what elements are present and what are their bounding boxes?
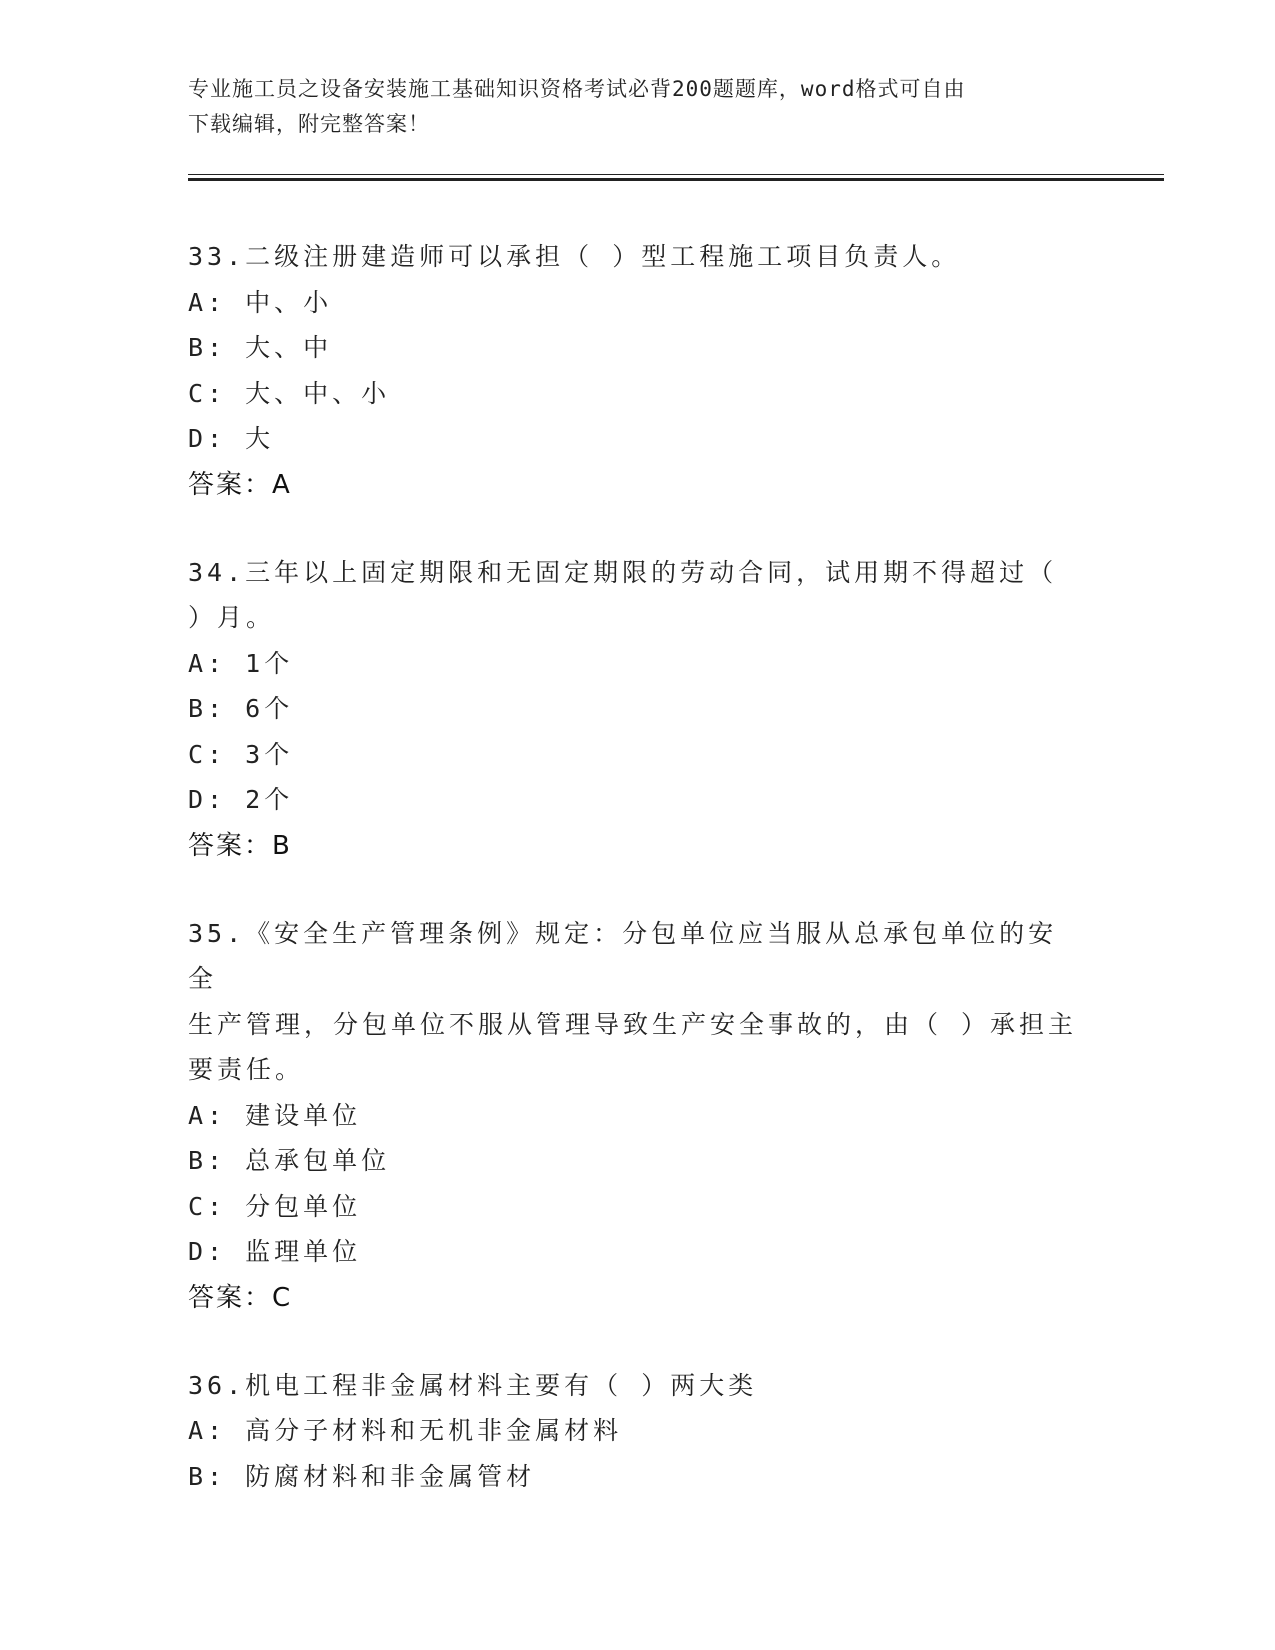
option-d: D: 监理单位 [188, 1237, 362, 1266]
option-d: D: 2个 [188, 785, 294, 814]
option-d: D: 大 [188, 424, 275, 453]
question-stem-line: 36.机电工程非金属材料主要有（ ）两大类 [188, 1370, 758, 1400]
option-b: B: 防腐材料和非金属管材 [188, 1461, 536, 1491]
header-line-2: 下载编辑，附完整答案！ [188, 112, 430, 136]
option-b: B: 6个 [188, 694, 294, 723]
question-35 [188, 911, 1088, 1321]
option-c: C: 大、中、小 [188, 378, 391, 408]
header-divider-thin [188, 174, 1164, 175]
document-header [188, 72, 1088, 142]
answer-line: 答案：A [188, 469, 292, 500]
question-stem-line: 33.二级注册建造师可以承担（ ）型工程施工项目负责人。 [188, 242, 961, 271]
question-33 [188, 234, 1088, 508]
question-stem-line: 要责任。 [188, 1055, 305, 1084]
header-divider-thick [188, 178, 1164, 181]
header-line-1: 专业施工员之设备安装施工基础知识资格考试必背200题题库，word格式可自由 [188, 77, 966, 101]
question-34 [188, 550, 1088, 869]
option-a: A: 高分子材料和无机非金属材料 [188, 1416, 623, 1445]
question-stem-line: 生产管理，分包单位不服从管理导致生产安全事故的，由（ ）承担主 [188, 1009, 1078, 1039]
option-a: A: 建设单位 [188, 1100, 362, 1130]
answer-line: 答案：C [188, 1282, 293, 1313]
option-c: C: 3个 [188, 739, 294, 769]
question-stem-line: ）月。 [188, 603, 276, 632]
question-stem-line: 35.《安全生产管理条例》规定：分包单位应当服从总承包单位的安全 [188, 918, 1058, 993]
question-36 [188, 1363, 1088, 1500]
option-a: A: 中、小 [188, 287, 333, 317]
option-a: A: 1个 [188, 648, 294, 678]
option-b: B: 大、中 [188, 333, 333, 362]
answer-line: 答案：B [188, 830, 292, 861]
question-stem-line: 34.三年以上固定期限和无固定期限的劳动合同，试用期不得超过（ [188, 557, 1058, 587]
option-b: B: 总承包单位 [188, 1146, 391, 1175]
question-list [188, 234, 1088, 1541]
option-c: C: 分包单位 [188, 1191, 362, 1221]
